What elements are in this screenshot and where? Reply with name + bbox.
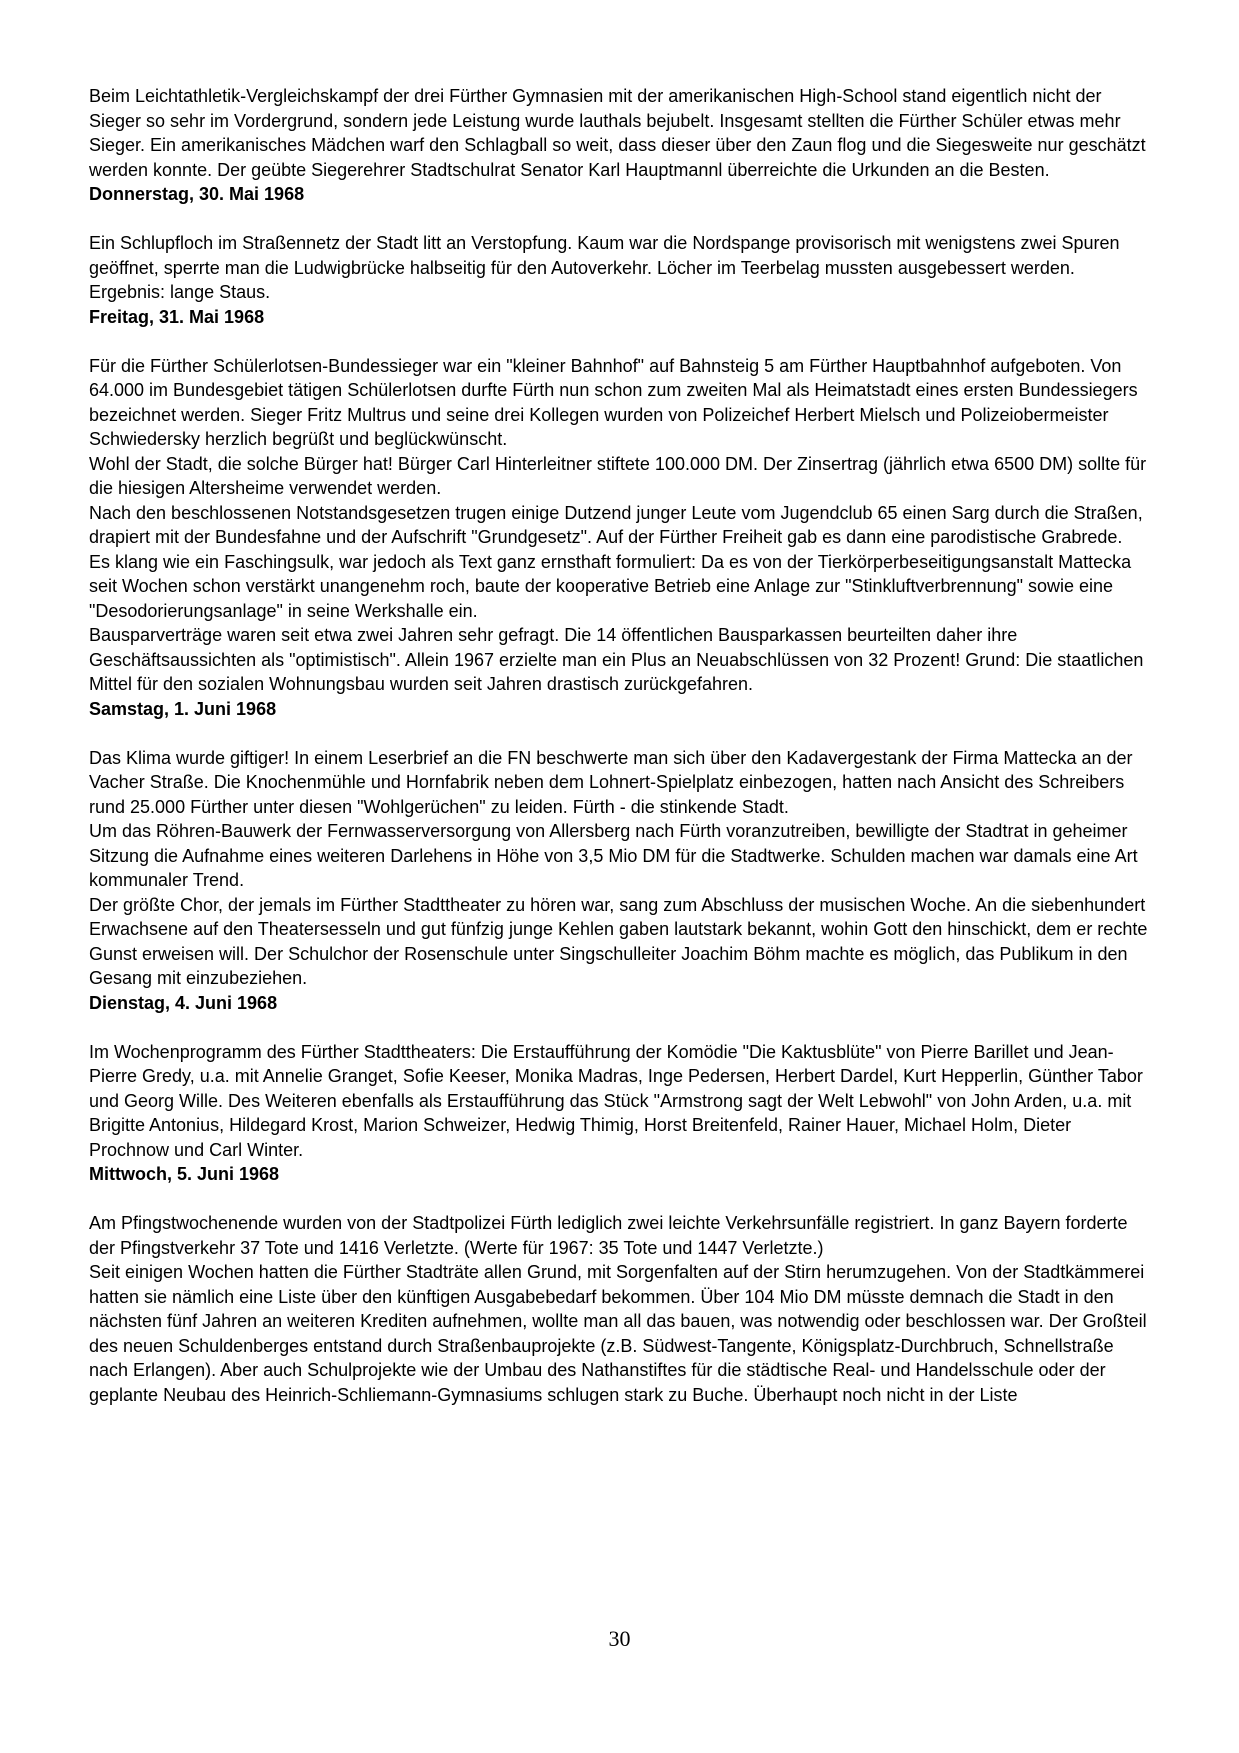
section-paragraph: Um das Röhren-Bauwerk der Fernwasserversorgung von Allersberg nach Fürth voranzutreiben, bewilligte der Stadtrat in geheimer Sitzung die Aufnahme eines weiteren Darlehens in Höhe von 3,5 Mio DM für die Stadtwerke. Schulden machen war damals eine Art kommunaler Trend.	[89, 821, 1138, 890]
section-paragraph: Seit einigen Wochen hatten die Fürther Stadträte allen Grund, mit Sorgenfalten auf der Stirn herumzugehen. Von der Stadtkämmerei hatten sie nämlich eine Liste über den künftigen Ausgabebedarf bekommen. Über 104 Mio DM müsste demnach die Stadt in den nächsten fünf Jahren an weiteren Krediten aufnehmen, wollte man all das bauen, was notwendig oder beschlossen war. Der Großteil des neuen Schuldenberges entstand durch Straßenbauprojekte (z.B. Südwest-Tangente, Königsplatz-Durchbruch, Schnellstraße nach Erlangen). Aber auch Schulprojekte wie der Umbau des Nathanstiftes für die städtische Real- und Handelsschule oder der geplante Neubau des Heinrich-Schliemann-Gymnasiums schlugen stark zu Buche. Überhaupt noch nicht in der Liste	[89, 1262, 1147, 1405]
section-paragraph: Bausparverträge waren seit etwa zwei Jahren sehr gefragt. Die 14 öffentlichen Bausparkassen beurteilten daher ihre Geschäftsaussichten als "optimistisch". Allein 1967 erzielte man ein Plus an Neuabschlüssen von 32 Prozent! Grund: Die staatlichen Mittel für den sozialen Wohnungsbau wurden seit Jahren drastisch zurückgefahren.	[89, 625, 1144, 694]
section-paragraph: Der größte Chor, der jemals im Fürther Stadttheater zu hören war, sang zum Abschluss der musischen Woche. An die siebenhundert Erwachsene auf den Theatersesseln und gut fünfzig junge Kehlen gaben lautstark bekannt, wohin Gott den hinschickt, dem er rechte Gunst erweisen will. Der Schulchor der Rosenschule unter Singschulleiter Joachim Böhm machte es möglich, das Publikum in den Gesang mit einzubeziehen.	[89, 894, 1148, 988]
section-paragraph: Wohl der Stadt, die solche Bürger hat! Bürger Carl Hinterleitner stiftete 100.000 DM. Der Zinsertrag (jährlich etwa 6500 DM) sollte für die hiesigen Altersheime verwendet werden.	[89, 453, 1147, 498]
document-page	[89, 84, 1151, 1407]
section-heading-31-mai: Freitag, 31. Mai 1968	[89, 306, 265, 327]
page-number: 30	[608, 1626, 631, 1651]
section-paragraph: Nach den beschlossenen Notstandsgesetzen trugen einige Dutzend junger Leute vom Jugendclub 65 einen Sarg durch die Straßen, drapiert mit der Bundesfahne und der Aufschrift "Grundgesetz". Auf der Fürther Freiheit gab es dann eine parodistische Grabrede.	[89, 502, 1143, 547]
section-paragraph: Ein Schlupfloch im Straßennetz der Stadt litt an Verstopfung. Kaum war die Nordspange provisorisch mit wenigstens zwei Spuren geöffnet, sperrte man die Ludwigbrücke halbseitig für den Autoverkehr. Löcher im Teerbelag mussten ausgebessert werden. Ergebnis: lange Staus.	[89, 233, 1120, 302]
section-heading-5-juni: Mittwoch, 5. Juni 1968	[89, 1164, 280, 1184]
section-paragraph: Es klang wie ein Faschingsulk, war jedoch als Text ganz ernsthaft formuliert: Da es von der Tierkörperbeseitigungsanstalt Mattecka seit Wochen schon verstärkt unangenehm roch, baute der kooperative Betrieb eine Anlage zur "Stinkluftverbrennung" sowie eine "Desodorierungsanlage" in seine Werkshalle ein.	[89, 551, 1132, 621]
section-paragraph: Am Pfingstwochenende wurden von der Stadtpolizei Fürth lediglich zwei leichte Verkehrsunfälle registriert. In ganz Bayern forderte der Pfingstverkehr 37 Tote und 1416 Verletzte. (Werte für 1967: 35 Tote und 1447 Verletzte.)	[89, 1213, 1128, 1258]
section-paragraph: Das Klima wurde giftiger! In einem Leserbrief an die FN beschwerte man sich über den Kadavergestank der Firma Mattecka an der Vacher Straße. Die Knochenmühle und Hornfabrik neben dem Lohnert-Spielplatz einbezogen, hatten nach Ansicht des Schreibers rund 25.000 Fürther unter diesen "Wohlgerüchen" zu leiden. Fürth - die stinkende Stadt.	[89, 747, 1133, 817]
section-paragraph: Im Wochenprogramm des Fürther Stadttheaters: Die Erstaufführung der Komödie "Die Kaktusblüte" von Pierre Barillet und Jean-Pierre Gredy, u.a. mit Annelie Granget, Sofie Keeser, Monika Madras, Inge Pedersen, Herbert Dardel, Kurt Hepperlin, Günther Tabor und Georg Wille. Des Weiteren ebenfalls als Erstaufführung das Stück "Armstrong sagt der Welt Lebwohl" von John Arden, u.a. mit Brigitte Antonius, Hildegard Krost, Marion Schweizer, Hedwig Thimig, Horst Breitenfeld, Rainer Hauer, Michael Holm, Dieter Prochnow und Carl Winter.	[89, 1041, 1143, 1160]
section-heading-1-juni: Samstag, 1. Juni 1968	[89, 698, 277, 719]
section-heading-4-juni: Dienstag, 4. Juni 1968	[89, 992, 278, 1013]
section-paragraph: Für die Fürther Schülerlotsen-Bundessieger war ein "kleiner Bahnhof" auf Bahnsteig 5 am Fürther Hauptbahnhof aufgeboten. Von 64.000 im Bundesgebiet tätigen Schülerlotsen durfte Fürth nun schon zum zweiten Mal als Heimatstadt eines ersten Bundessiegers bezeichnet werden. Sieger Fritz Multrus und seine drei Kollegen wurden von Polizeichef Herbert Mielsch und Polizeiobermeister Schwiedersky herzlich begrüßt und beglückwünscht.	[89, 355, 1138, 449]
intro-paragraph: Beim Leichtathletik-Vergleichskampf der drei Fürther Gymnasien mit der amerikanischen High-School stand eigentlich nicht der Sieger so sehr im Vordergrund, sondern jede Leistung wurde lauthals bejubelt. Insgesamt stellten die Fürther Schüler etwas mehr Sieger. Ein amerikanisches Mädchen warf den Schlagball so weit, dass dieser über den Zaun flog und die Siegesweite nur geschätzt werden konnte. Der geübte Siegerehrer Stadtschulrat Senator Karl Hauptmannl überreichte die Urkunden an die Besten.	[89, 86, 1146, 180]
section-heading-30-mai: Donnerstag, 30. Mai 1968	[89, 184, 305, 204]
